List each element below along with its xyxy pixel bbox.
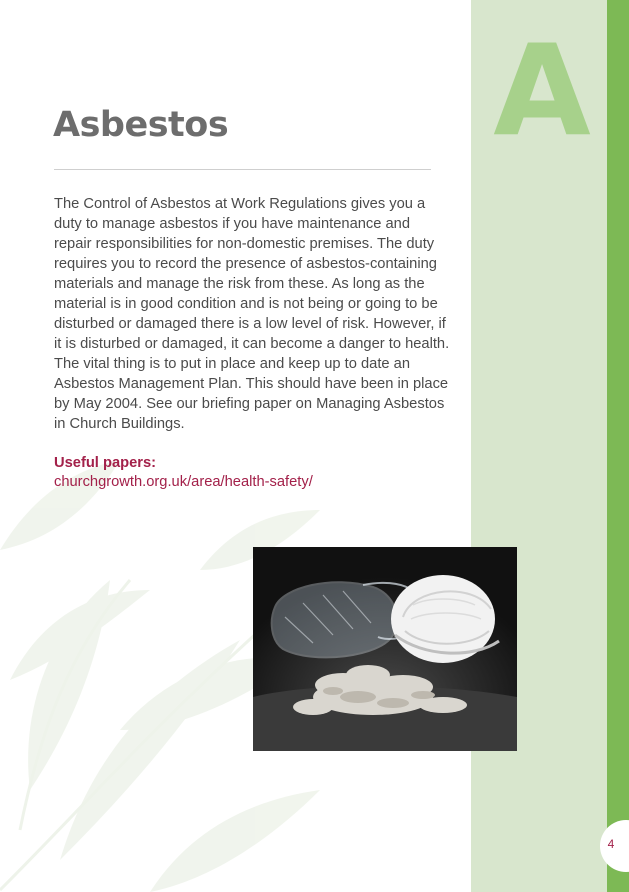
asbestos-photo	[253, 547, 517, 751]
section-letter: A	[493, 17, 591, 164]
page-number: 4	[607, 837, 615, 851]
useful-papers-link[interactable]: churchgrowth.org.uk/area/health-safety/	[54, 474, 313, 490]
side-strip	[607, 0, 629, 892]
page-title: Asbestos	[53, 105, 229, 145]
body-paragraph: The Control of Asbestos at Work Regulations gives you a duty to manage asbestos if you have maintenance and repair responsibilities for non-domestic premises. The duty requires you to record the presence of asbestos-containing materials and manage the risk from these. As long as the material is in good condition and is not being or going to be disturbed or damaged there is a low level of risk. However, if it is disturbed or damaged, it can become a danger to health. The vital thing is to put in place and keep up to date an Asbestos Management Plan. This should have been in place by May 2004. See our briefing paper on Managing Asbestos in Church Buildings.	[54, 196, 450, 432]
useful-papers-heading: Useful papers:	[54, 455, 157, 471]
title-divider	[54, 169, 431, 170]
